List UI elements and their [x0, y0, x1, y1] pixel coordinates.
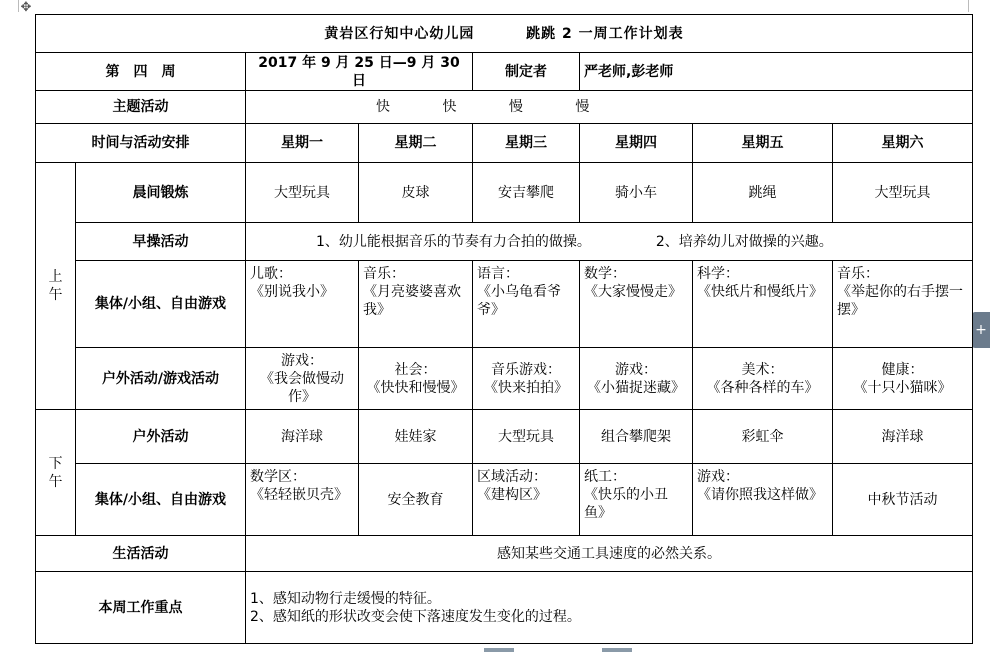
- document-title[interactable]: [36, 15, 973, 53]
- focus-point-2: 2、感知纸的形状改变会使下落速度发生变化的过程。: [250, 608, 581, 625]
- outdoor-cell-pm: 组合攀爬架: [580, 410, 693, 464]
- exercise-cell: 安吉攀爬: [473, 163, 580, 223]
- exercise-label: 晨间锻炼: [76, 163, 246, 223]
- table-row: [36, 223, 973, 261]
- group-cell-am: [359, 261, 473, 348]
- outdoor-cell-am-text: 游戏： 《我会做慢动作》: [260, 352, 344, 405]
- exercise-cell: 骑小车: [580, 163, 693, 223]
- group-cell-am: [693, 261, 833, 348]
- group-cell-am: [580, 261, 693, 348]
- group-cell-am-text: 音乐： 《月亮婆婆喜欢我》: [363, 266, 461, 318]
- group-cell-am-text: 儿歌： 《别说我小》: [250, 266, 334, 300]
- group-cell-pm: [473, 464, 580, 536]
- outdoor-cell-am-text: 音乐游戏： 《快来拍拍》: [484, 361, 568, 396]
- group-cell-pm: [693, 464, 833, 536]
- afternoon-label-text: 下午: [48, 455, 63, 490]
- focus-point-1: 1、感知动物行走缓慢的特征。: [250, 590, 441, 607]
- margin-mark-left: [18, 0, 19, 12]
- outdoor-cell-pm: 娃娃家: [359, 410, 473, 464]
- table-row: [36, 464, 973, 536]
- outdoor-cell-am: [580, 348, 693, 410]
- page-edge-marker-1: [484, 648, 514, 652]
- outdoor-cell-pm: 海洋球: [246, 410, 359, 464]
- group-label-pm: 集体/小组、自由游戏: [76, 464, 246, 536]
- table-row: [36, 163, 973, 223]
- outdoor-label-pm: 户外活动: [76, 410, 246, 464]
- group-cell-pm: [833, 464, 973, 536]
- weekly-plan-table: [35, 14, 973, 644]
- day-saturday: 星期六: [833, 124, 973, 163]
- page-edge-marker-2: [602, 648, 632, 652]
- outdoor-cell-am: [246, 348, 359, 410]
- group-cell-pm-text: 区域活动： 《建构区》: [477, 469, 547, 503]
- table-row: [36, 410, 973, 464]
- outdoor-cell-pm: 海洋球: [833, 410, 973, 464]
- group-cell-am-text: 语言： 《小乌龟看爷爷》: [477, 266, 561, 318]
- group-cell-pm-text: 数学区： 《轻轻嵌贝壳》: [250, 469, 348, 503]
- morning-label-text: 上午: [48, 269, 63, 303]
- theme-label: 主题活动: [36, 91, 246, 124]
- day-tuesday: 星期二: [359, 124, 473, 163]
- day-thursday: 星期四: [580, 124, 693, 163]
- group-cell-pm-text: 纸工： 《快乐的小丑鱼》: [584, 469, 668, 521]
- focus-points: [246, 572, 973, 644]
- group-cell-am: [473, 261, 580, 348]
- school-name: 黄岩区行知中心幼儿园: [324, 25, 475, 42]
- outdoor-cell-am: [473, 348, 580, 410]
- group-cell-am-text: 音乐： 《举起你的右手摆一摆》: [837, 266, 963, 318]
- day-friday: 星期五: [693, 124, 833, 163]
- drill-goal-1: 1、幼儿能根据音乐的节奏有力合拍的做操。: [316, 233, 591, 250]
- life-label: 生活活动: [36, 536, 246, 572]
- week-label: 第 四 周: [36, 53, 246, 91]
- exercise-cell: 大型玩具: [833, 163, 973, 223]
- focus-label: 本周工作重点: [36, 572, 246, 644]
- outdoor-cell-am-text: 社会： 《快快和慢慢》: [366, 361, 465, 396]
- title-row: [36, 15, 973, 53]
- outdoor-cell-pm: 大型玩具: [473, 410, 580, 464]
- outdoor-cell-am-text: 健康： 《十只小猫咪》: [853, 361, 952, 396]
- days-row: [36, 124, 973, 163]
- exercise-cell: 跳绳: [693, 163, 833, 223]
- drill-goals: [246, 223, 973, 261]
- life-value: 感知某些交通工具速度的必然关系。: [246, 536, 973, 572]
- group-cell-pm: [580, 464, 693, 536]
- table-row: [36, 572, 973, 644]
- outdoor-cell-am-text: 美术： 《各种各样的车》: [706, 361, 819, 396]
- group-cell-pm: [359, 464, 473, 536]
- margin-mark-right: [968, 0, 969, 12]
- drill-label: 早操活动: [76, 223, 246, 261]
- group-cell-pm-text: 安全教育: [387, 491, 444, 508]
- plan-name: 跳跳 2 一周工作计划表: [526, 25, 684, 42]
- outdoor-cell-pm: 彩虹伞: [693, 410, 833, 464]
- group-label-am: 集体/小组、自由游戏: [76, 261, 246, 348]
- group-cell-am: [833, 261, 973, 348]
- drill-goal-2: 2、培养幼儿对做操的兴趣。: [655, 233, 833, 250]
- header-row: [36, 53, 973, 91]
- day-wednesday: 星期三: [473, 124, 580, 163]
- group-cell-pm-text: 中秋节活动: [867, 491, 938, 508]
- theme-value: 快 快 慢 慢: [246, 91, 973, 124]
- outdoor-cell-am: [693, 348, 833, 410]
- date-range: 2017 年 9 月 25 日—9 月 30 日: [246, 53, 473, 91]
- afternoon-label: [36, 410, 76, 536]
- outdoor-cell-am: [833, 348, 973, 410]
- group-cell-am: [246, 261, 359, 348]
- day-monday: 星期一: [246, 124, 359, 163]
- table-row: [36, 348, 973, 410]
- morning-label: [36, 163, 76, 410]
- table-row: [36, 261, 973, 348]
- outdoor-cell-am: [359, 348, 473, 410]
- schedule-label: 时间与活动安排: [36, 124, 246, 163]
- author-label: 制定者: [473, 53, 580, 91]
- outdoor-label-am: 户外活动/游戏活动: [76, 348, 246, 410]
- author-value: 严老师,彭老师: [580, 53, 973, 91]
- exercise-cell: 大型玩具: [246, 163, 359, 223]
- table-row: [36, 536, 973, 572]
- add-column-plus-icon[interactable]: +: [972, 312, 990, 348]
- outdoor-cell-am-text: 游戏： 《小猫捉迷藏》: [587, 361, 685, 396]
- group-cell-pm-text: 游戏： 《请你照我这样做》: [697, 469, 823, 503]
- table-move-handle-icon[interactable]: ✥: [20, 0, 32, 15]
- group-cell-am-text: 科学： 《快纸片和慢纸片》: [697, 266, 823, 300]
- group-cell-pm: [246, 464, 359, 536]
- group-cell-am-text: 数学： 《大家慢慢走》: [584, 266, 682, 300]
- exercise-cell: 皮球: [359, 163, 473, 223]
- theme-row: [36, 91, 973, 124]
